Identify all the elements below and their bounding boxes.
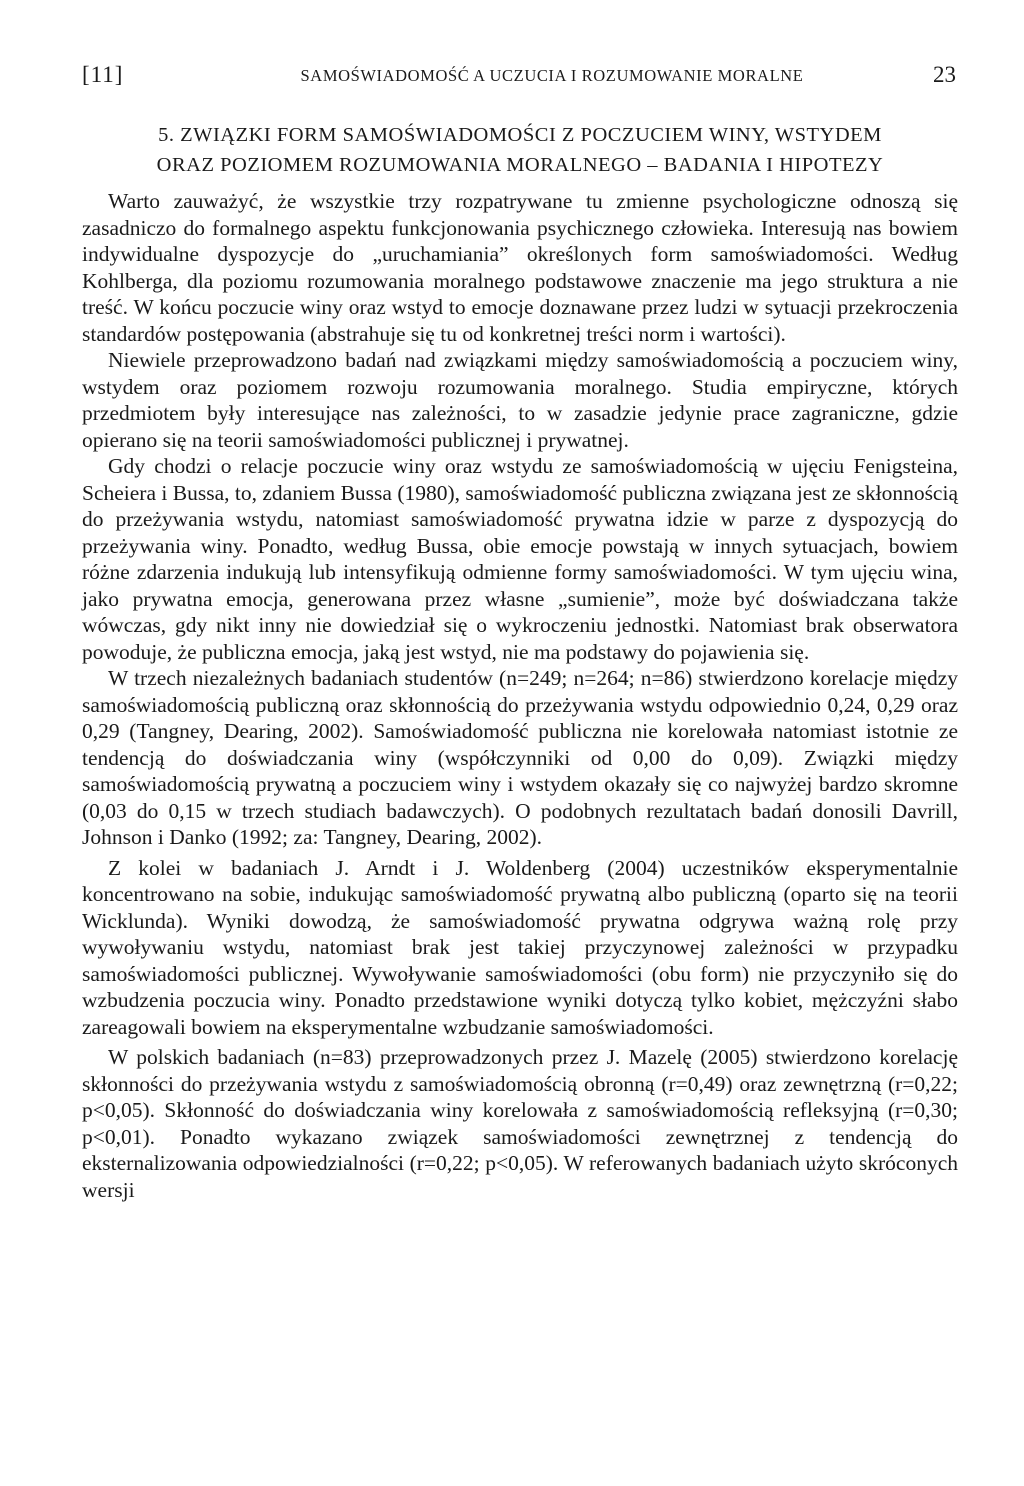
paragraph-3: Gdy chodzi o relacje poczucie winy oraz wstydu ze samoświadomością w ujęciu Fenigsteina, Scheiera i Bussa, to, zdaniem Bussa (1980), samoświadomość publiczna związana jest ze skłonnością do przeżywania wstydu, natomiast samoświadomość prywatna idzie w parze z dyspozycją do przeżywania winy. Ponadto, według Bussa, obie emocje powstają w innych sytuacjach, bowiem różne zdarzenia indukują lub intensyfikują odmienne formy samoświadomości. W tym ujęciu wina, jako prywatna emocja, generowana przez własne „sumienie”, może być doświadczana także wówczas, gdy nikt inny nie dowiedział się o wykroczeniu jednostki. Natomiast brak obserwatora powoduje, że publiczna emocja, jaką jest wstyd, nie ma podstawy do pojawienia się. xyxy=(82,454,958,664)
page-number: 23 xyxy=(933,62,956,87)
paragraph-6: W polskich badaniach (n=83) przeprowadzonych przez J. Mazelę (2005) stwierdzono korelację skłonności do przeżywania wstydu z samoświadomością obronną (r=0,49) oraz zewnętrzną (r=0,22; p<0,05). Skłonność do doświadczania winy korelowała z samoświadomością refleksyjną (r=0,30; p<0,01). Ponadto wykazano związek samoświadomości zewnętrznej z tendencją do eksternalizowania odpowiedzialności (r=0,22; p<0,05). W referowanych badaniach użyto skróconych wersji xyxy=(82,1045,958,1202)
paragraph-5: Z kolei w badaniach J. Arndt i J. Woldenberg (2004) uczestników eksperymentalnie koncentrowano na sobie, indukując samoświadomość prywatną albo publiczną (oparto się na teorii Wicklunda). Wyniki dowodzą, że samoświadomość prywatna odgrywa ważną rolę przy wywoływaniu wstydu, natomiast brak jest takiej przyczynowej zależności w przypadku samoświadomości publicznej. Wywoływanie samoświadomości (obu form) nie przyczyniło się do wzbudzenia poczucia winy. Ponadto przedstawione wyniki dotyczą tylko kobiet, mężczyźni słabo zareagowali bowiem na eksperymentalne wzbudzanie samoświadomości. xyxy=(82,855,958,1039)
running-title: SAMOŚWIADOMOŚĆ A UCZUCIA I ROZUMOWANIE MORALNE xyxy=(300,66,804,85)
section-heading-line-2: ORAZ POZIOMEM ROZUMOWANIA MORALNEGO – BADANIA I HIPOTEZY xyxy=(156,154,884,176)
section-heading-line-1: 5. ZWIĄZKI FORM SAMOŚWIADOMOŚCI Z POCZUCIEM WINY, WSTYDEM xyxy=(158,124,882,146)
paragraph-2: Niewiele przeprowadzono badań nad związkami między samoświadomością a poczuciem winy, wstydem oraz poziomem rozwoju rozumowania moralnego. Studia empiryczne, których przedmiotem były interesujące nas zależności, to w zasadzie jedynie prace zagraniczne, gdzie opierano się na teorii samoświadomości publicznej i prywatnej. xyxy=(82,348,958,452)
body-text xyxy=(82,188,958,1203)
paragraph-4: W trzech niezależnych badaniach studentów (n=249; n=264; n=86) stwierdzono korelacje między samoświadomością publiczną oraz skłonnością do przeżywania wstydu odpowiednio 0,24, 0,29 oraz 0,29 (Tangney, Dearing, 2002). Samoświadomość publiczna nie korelowała natomiast istotnie ze tendencją do doświadczania winy (współczynniki od 0,00 do 0,09). Związki między samoświadomością prywatną a poczuciem winy i wstydem okazały się co najwyżej bardzo skromne (0,03 do 0,15 w trzech studiach badawczych). O podobnych rezultatach badań donosili Davrill, Johnson i Danko (1992; za: Tangney, Dearing, 2002). xyxy=(82,666,958,849)
chapter-number: [11] xyxy=(82,62,124,87)
section-heading xyxy=(82,120,958,180)
running-head xyxy=(82,62,958,96)
paragraph-1: Warto zauważyć, że wszystkie trzy rozpatrywane tu zmienne psychologiczne odnoszą się zasadniczo do formalnego aspektu funkcjonowania psychicznego człowieka. Interesują nas bowiem indywidualne dyspozycje do „uruchamiania” określonych form samoświadomości. Według Kohlberga, dla poziomu rozumowania moralnego podstawowe znaczenie ma jego struktura a nie treść. W końcu poczucie winy oraz wstyd to emocje doznawane przez ludzi w sytuacji przekroczenia standardów postępowania (abstrahuje się tu od konkretnej treści norm i wartości). xyxy=(82,189,958,346)
